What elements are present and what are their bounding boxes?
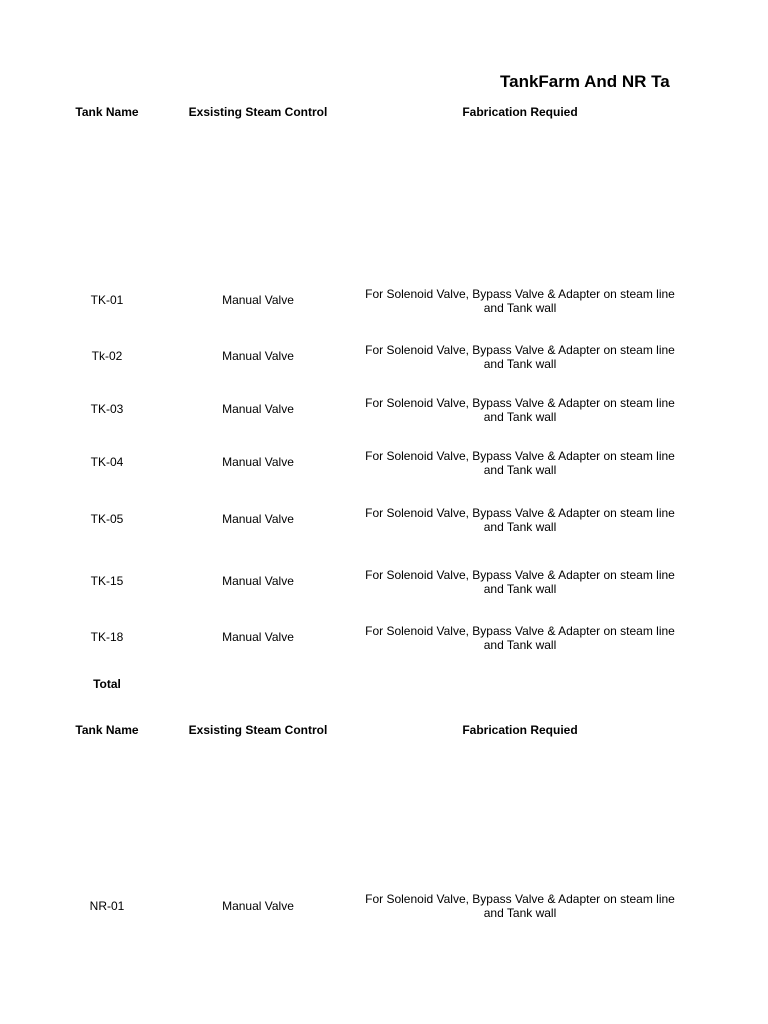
header-fabrication: Fabrication Requied [462,105,578,119]
table-row-name: TK-01 [90,293,124,307]
header-tank-name: Tank Name [75,723,139,737]
table-row-fabrication: For Solenoid Valve, Bypass Valve & Adapter on steam line and Tank wall [365,624,675,652]
table-row-fabrication: For Solenoid Valve, Bypass Valve & Adapter on steam line and Tank wall [365,287,675,315]
table-row-name: TK-15 [90,574,124,588]
table-row-fabrication: For Solenoid Valve, Bypass Valve & Adapter on steam line and Tank wall [365,449,675,477]
table-row-fabrication: For Solenoid Valve, Bypass Valve & Adapter on steam line and Tank wall [365,396,675,424]
table-row-control: Manual Valve [222,574,294,588]
table-row-control: Manual Valve [222,630,294,644]
table-row-fabrication: For Solenoid Valve, Bypass Valve & Adapter on steam line and Tank wall [365,343,675,371]
table-row-name: TK-04 [90,455,124,469]
table-row-control: Manual Valve [222,512,294,526]
total-label: Total [93,677,121,691]
table-row-fabrication: For Solenoid Valve, Bypass Valve & Adapter on steam line and Tank wall [365,506,675,534]
table-row-control: Manual Valve [222,293,294,307]
table-row-fabrication: For Solenoid Valve, Bypass Valve & Adapter on steam line and Tank wall [365,892,675,920]
header-steam-control: Exsisting Steam Control [188,105,328,119]
table-row-control: Manual Valve [222,349,294,363]
table-row-control: Manual Valve [222,402,294,416]
table-row-name: Tk-02 [91,349,123,363]
table-row-control: Manual Valve [222,455,294,469]
header-steam-control: Exsisting Steam Control [188,723,328,737]
header-tank-name: Tank Name [75,105,139,119]
table-row-fabrication: For Solenoid Valve, Bypass Valve & Adapter on steam line and Tank wall [365,568,675,596]
table-row-name: TK-18 [90,630,124,644]
table-row-name: TK-03 [90,402,124,416]
table-row-control: Manual Valve [222,899,294,913]
header-fabrication: Fabrication Requied [462,723,578,737]
page-title: TankFarm And NR Ta [500,72,670,91]
table-row-name: NR-01 [89,899,125,913]
table-row-name: TK-05 [90,512,124,526]
